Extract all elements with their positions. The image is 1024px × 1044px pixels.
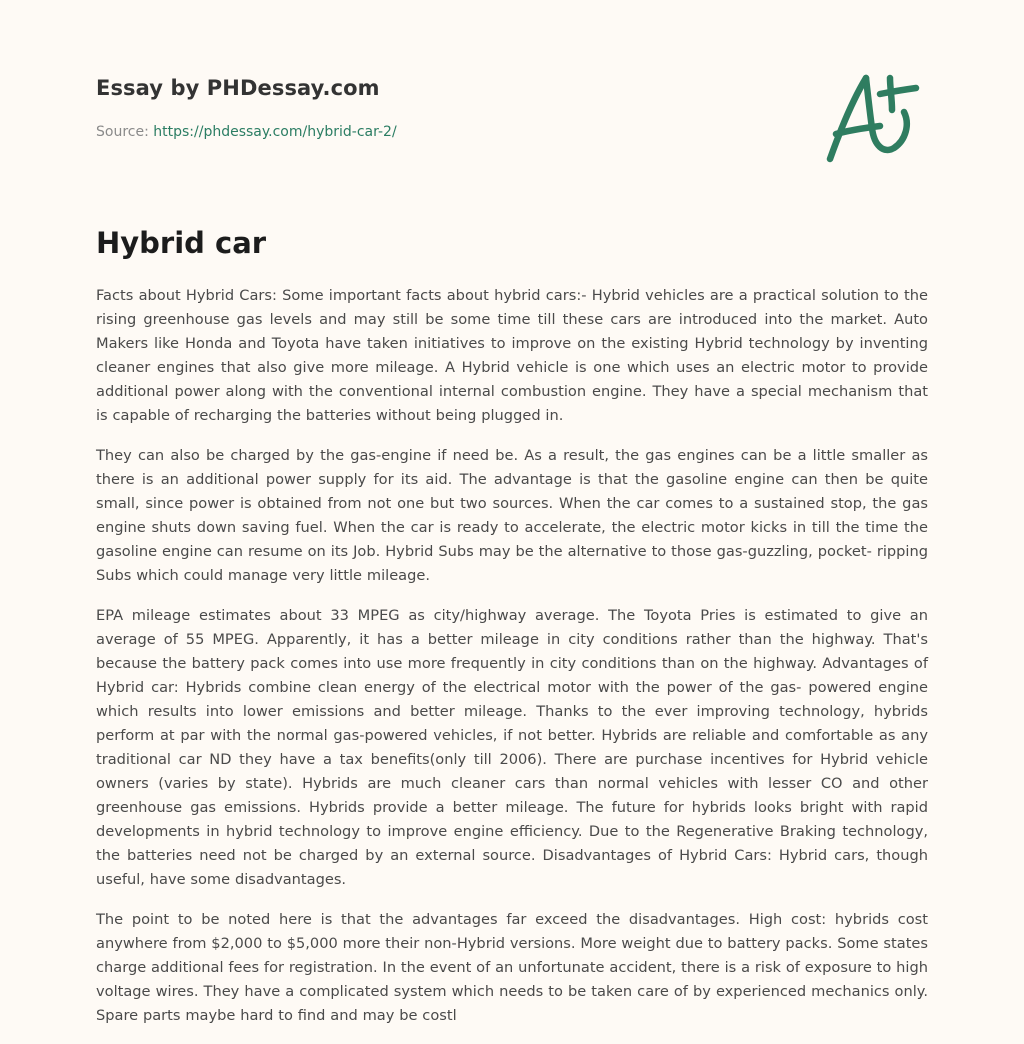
a-plus-grade-icon	[822, 66, 926, 166]
document-title: Hybrid car	[96, 226, 267, 260]
essay-body	[96, 284, 928, 1044]
brand-title: Essay by PHDessay.com	[96, 76, 380, 100]
source-link[interactable]: https://phdessay.com/hybrid-car-2/	[153, 124, 397, 140]
source-line	[96, 124, 397, 140]
paragraph: They can also be charged by the gas-engine if need be. As a result, the gas engines can be a little smaller as there is an additional power supply for its aid. The advantage is that the gasoline engine can then be quite small, since power is obtained from not one but two sources. When the car comes to a sustained stop, the gas engine shuts down saving fuel. When the car is ready to accelerate, the electric motor kicks in till the time the gasoline engine can resume on its Job. Hybrid Subs may be the alternative to those gas-guzzling, pocket- ripping Subs which could manage very little mileage.	[96, 447, 928, 584]
source-label: Source:	[96, 124, 154, 140]
paragraph: EPA mileage estimates about 33 MPEG as city/highway average. The Toyota Pries is estimated to give an average of 55 MPEG. Apparently, it has a better mileage in city conditions rather than the highway. That's because the battery pack comes into use more frequently in city conditions than on the highway. Advantages of Hybrid car: Hybrids combine clean energy of the electrical motor with the power of the gas- powered engine which results into lower emissions and better mileage. Thanks to the ever improving technology, hybrids perform at par with the normal gas-powered vehicles, if not better. Hybrids are reliable and comfortable as any traditional car ND they have a tax benefits(only till 2006). There are purchase incentives for Hybrid vehicle owners (varies by state). Hybrids are much cleaner cars than normal vehicles with lesser CO and other greenhouse gas emissions. Hybrids provide a better mileage. The future for hybrids looks bright with rapid developments in hybrid technology to improve engine efficiency. Due to the Regenerative Braking technology, the batteries need not be charged by an external source. Disadvantages of Hybrid Cars: Hybrid cars, though useful, have some disadvantages.	[96, 607, 928, 888]
essay-page	[96, 0, 928, 1024]
paragraph: Facts about Hybrid Cars: Some important facts about hybrid cars:- Hybrid vehicles are a practical solution to the rising greenhouse gas levels and may still be some time till these cars are introduced into the market. Auto Makers like Honda and Toyota have taken initiatives to improve on the existing Hybrid technology by inventing cleaner engines that also give more mileage. A Hybrid vehicle is one which uses an electric motor to provide additional power along with the conventional internal combustion engine. They have a special mechanism that is capable of recharging the batteries without being plugged in.	[96, 287, 928, 424]
page-header	[96, 0, 928, 260]
paragraph: The point to be noted here is that the advantages far exceed the disadvantages. High cost: hybrids cost anywhere from $2,000 to $5,000 more their non-Hybrid versions. More weight due to battery packs. Some states charge additional fees for registration. In the event of an unfortunate accident, there is a risk of exposure to high voltage wires. They have a complicated system which needs to be taken care of by experienced mechanics only. Spare parts maybe hard to find and may be costl	[96, 911, 928, 1024]
